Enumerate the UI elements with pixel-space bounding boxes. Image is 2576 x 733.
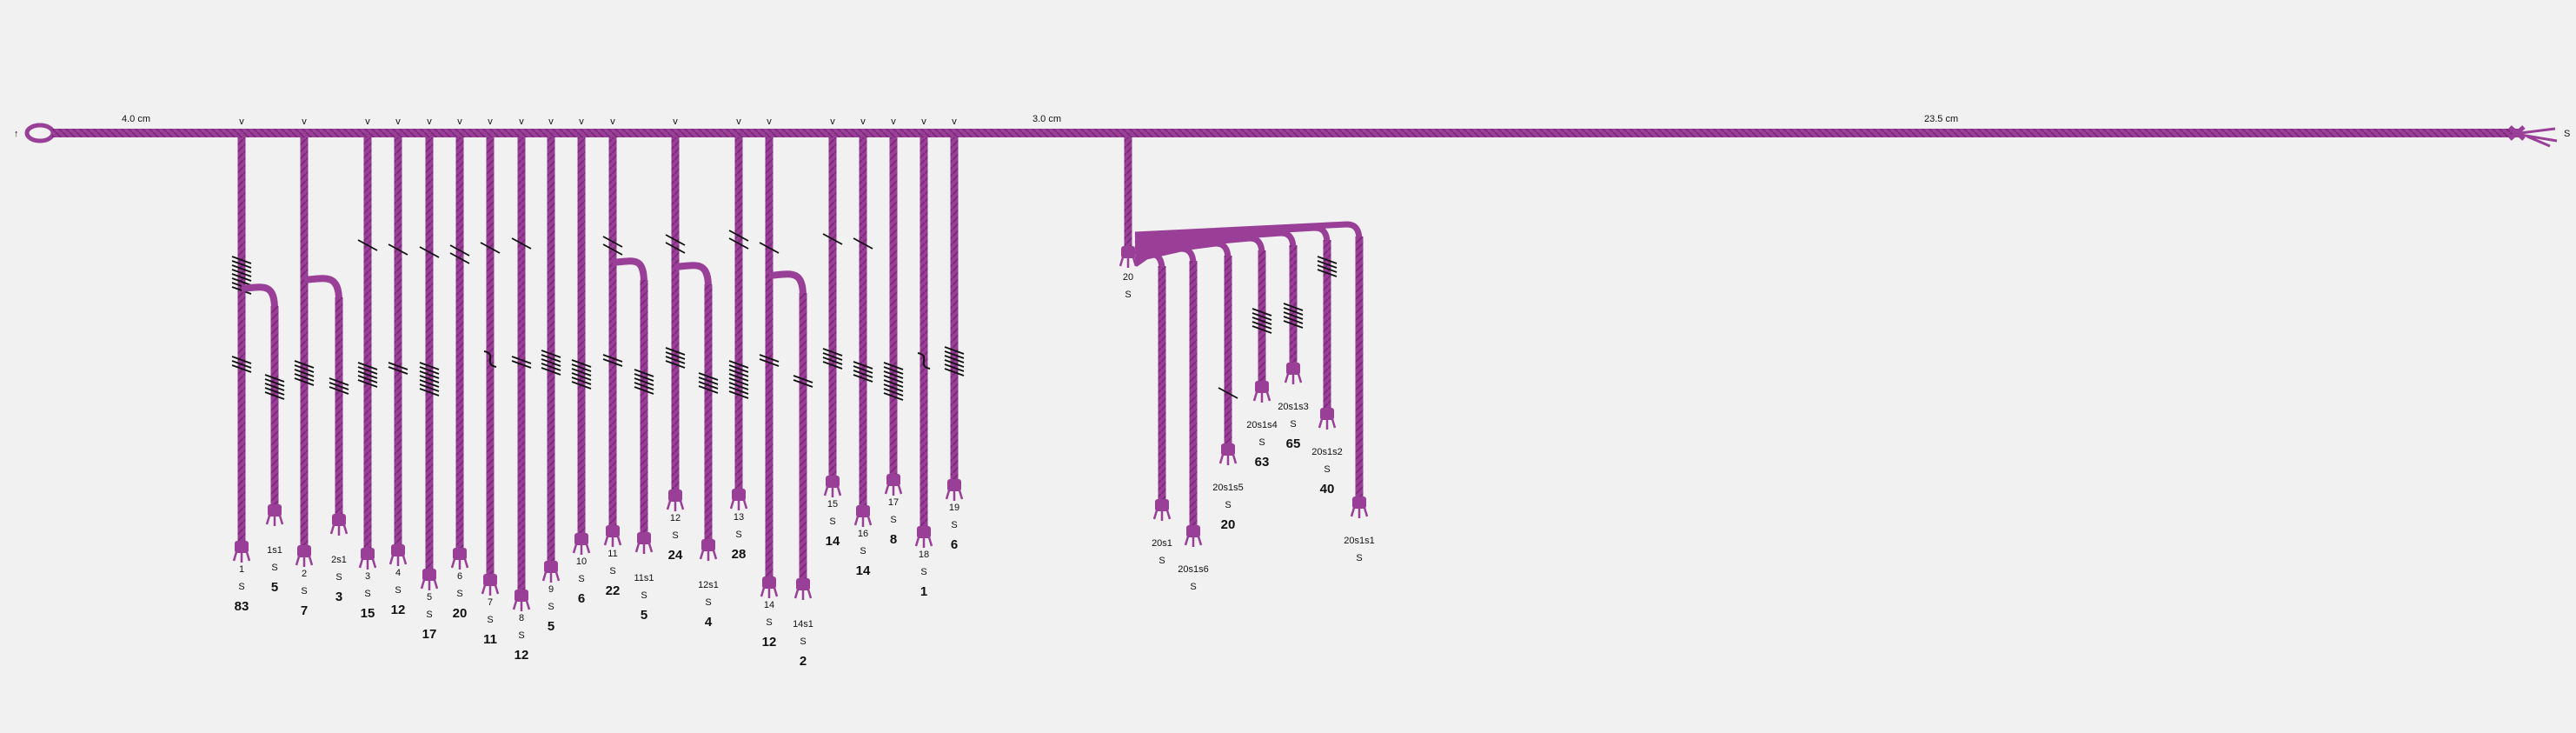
pendant-16 [853,117,873,578]
cord-end-knot [361,548,375,560]
cord-tassel [1254,392,1270,403]
cord-end-knot [1255,381,1269,393]
subsidiary-spin: S [335,572,342,583]
pendant-number: 19 [948,503,960,513]
cord-end-knot [1221,443,1235,456]
attachment-mark: v [952,117,957,127]
subsidiary-number: 14s1 [793,619,813,630]
cord-end-knot [826,476,840,488]
cord-segment [705,284,713,548]
pendant-number: 16 [857,529,869,539]
pendant-number: 7 [487,597,494,608]
pendant-number: 11 [607,549,618,559]
cord-tassel [886,485,901,496]
pendant-spin: S [1125,290,1132,300]
cord-end-knot [701,539,715,551]
pendant-spin: S [735,530,742,540]
main-cord-start-marker: ↑ [14,129,19,139]
pendant-number: 1 [238,564,245,575]
cord-end-knot [947,479,961,491]
pendant-2 [295,117,349,618]
figure-eight-knot [918,353,930,369]
cord-tassel [1220,455,1236,465]
pendant-20 [1120,137,1375,592]
cord-tassel [422,580,437,590]
pendant-number: 2 [301,569,308,579]
pendant-number: 17 [887,497,900,508]
cord-end-knot [762,576,776,589]
pendant-number: 15 [827,499,839,510]
subsidiary-attach [304,278,339,301]
cord-tassel [360,559,375,570]
cord-segment [301,137,309,554]
cord-segment [1159,266,1166,508]
cord-end-knot [332,514,346,526]
subsidiary-value: 20 [1220,517,1236,532]
subsidiary-number: 2s1 [331,555,347,565]
subsidiary-number: 20s1s1 [1344,536,1375,546]
pendant-spin: S [829,516,836,527]
cord-tassel [296,556,312,567]
cord-end-knot [606,525,620,537]
cord-segment [1324,240,1331,416]
cord-end-knot [391,544,405,556]
cord-tassel [543,572,559,583]
pendant-spin: S [364,589,371,599]
cord-segment [1190,261,1198,534]
subsidiary-number: 20s1 [1152,538,1172,549]
pendant-value: 7 [300,603,309,618]
subsidiary-11s1 [613,261,654,623]
pendant-value: 83 [234,599,249,614]
pendant-number: 10 [575,556,588,567]
pendant-value: 1 [920,584,928,599]
subsidiary-spin: S [271,563,278,573]
pendant-spin: S [578,574,585,584]
pendant-spin: S [920,567,927,577]
subsidiary-spin: S [1159,556,1165,566]
pendant-7 [481,117,500,647]
cord-tassel [1154,510,1170,521]
attachment-mark: v [457,117,462,127]
cord-end-knot [268,504,282,516]
pendant-spin: S [487,615,494,625]
cord-tassel [482,585,498,596]
cord-end-knot [917,526,931,538]
cord-end-knot [235,541,249,553]
cord-end-knot [297,545,311,557]
cord-segment [800,293,807,587]
cord-tassel [795,590,811,600]
cord-tassel [390,556,406,566]
cord-segment [578,137,586,542]
attachment-mark: v [579,117,584,127]
attachment-mark: v [860,117,866,127]
cord-end-knot [1155,499,1169,511]
cord-end-knot [1186,525,1200,537]
subsidiary-attach [613,261,644,283]
subsidiary-number: 20s1s2 [1311,447,1343,457]
cord-tassel [700,550,716,561]
subsidiary-spin: S [1324,464,1331,475]
cord-segment [518,137,526,598]
cord-tassel [234,552,249,563]
cord-segment [641,280,648,541]
attachment-mark: v [395,117,401,127]
subsidiary-spin: S [1258,437,1265,448]
subsidiary-spin: S [1190,582,1197,592]
cord-segment [426,137,434,577]
pendant-spin: S [609,566,616,576]
subsidiary-20s1s4 [1135,238,1278,470]
attachment-mark: v [921,117,926,127]
pendant-spin: S [238,582,245,592]
cord-tassel [1120,257,1136,268]
subsidiary-attach [675,265,708,288]
figure-eight-knot [484,351,496,367]
pendant-value: 14 [855,563,871,578]
pendant-spin: S [766,617,773,628]
subsidiary-20s1s1 [1135,224,1375,563]
cord-tassel [916,537,932,548]
cord-end-knot [422,569,436,581]
pendant-11 [603,117,654,623]
pendant-value: 14 [825,534,840,549]
main-cord-loop [27,125,53,141]
cord-segment [271,306,279,513]
subsidiary-value: 40 [1319,482,1335,496]
cord-segment [335,297,343,523]
subsidiary-14s1 [769,274,813,669]
pendant-value: 17 [422,627,437,642]
subsidiary-12s1 [675,265,719,630]
subsidiary-value: 5 [270,580,279,595]
cord-tassel [667,501,683,511]
pendant-value: 15 [360,606,375,621]
pendant-number: 5 [426,592,433,603]
cord-segment [829,137,837,484]
cord-tassel [1285,374,1301,384]
subsidiary-number: 20s1s3 [1278,402,1309,412]
subsidiary-number: 20s1s6 [1178,564,1209,575]
cord-segment [951,137,959,488]
attachment-mark: v [239,117,244,127]
cord-tassel [1185,536,1201,547]
subsidiary-number: 20s1s4 [1246,420,1278,430]
cord-end-knot [544,561,558,573]
pendant-number: 6 [456,571,463,582]
subsidiary-20s1s2 [1135,228,1343,496]
pendant-value: 6 [577,591,586,606]
cord-tassel [574,544,589,555]
cord-segment [1356,237,1364,505]
pendant-8 [512,117,531,663]
subsidiary-value: 3 [335,590,343,604]
pendant-value: 24 [667,548,683,563]
cord-end-knot [796,578,810,590]
pendant-1 [232,117,284,614]
subsidiary-attach [242,287,275,310]
main-cord-end-label: S [2564,129,2571,139]
cord-end-knot [1352,496,1366,509]
subsidiary-value: 63 [1254,455,1270,470]
pendant-spin: S [456,589,463,599]
cord-end-knot [668,490,682,502]
pendant-value: 12 [761,635,777,650]
pendant-5 [420,117,439,642]
attachment-mark: v [767,117,772,127]
pendant-number: 18 [918,550,930,560]
pendant-6 [450,117,469,621]
attachment-mark: v [830,117,835,127]
cord-tassel [731,500,747,510]
pendant-number: 20 [1122,272,1134,283]
subsidiary-20s1s5 [1135,243,1244,532]
pendant-12 [666,117,719,630]
pendant-spin: S [890,515,897,525]
pendant-15 [823,117,842,549]
pendant-spin: S [426,610,433,620]
cord-segment [609,137,617,534]
pendant-19 [945,117,964,552]
pendant-number: 4 [395,568,402,578]
subsidiary-value: 4 [704,615,713,630]
pendant-4 [388,117,408,617]
subsidiary-spin: S [1290,419,1297,430]
cord-end-knot [1320,408,1334,420]
attachment-mark: v [548,117,554,127]
pendant-spin: S [951,520,958,530]
pendant-value: 12 [514,648,529,663]
cord-segment [920,137,928,535]
pendant-value: 12 [390,603,406,617]
cord-end-knot [637,532,651,544]
cord-segment [890,137,898,483]
attachment-mark: v [673,117,678,127]
pendant-number: 12 [669,513,681,523]
subsidiary-number: 11s1 [634,573,654,583]
subsidiary-number: 1s1 [267,545,282,556]
pendant-spin: S [672,530,679,541]
cord-tassel [946,490,962,501]
subsidiary-number: 20s1s5 [1212,483,1244,493]
attachment-mark: v [519,117,524,127]
pendant-value: 5 [547,619,555,634]
cord-end-knot [1286,363,1300,375]
pendant-number: 9 [548,584,554,595]
cord-segment [456,137,464,556]
distance-label-3: 23.5 cm [1924,114,1959,124]
pendant-13 [729,117,748,562]
cord-end-knot [515,590,528,602]
cord-tassel [636,543,652,554]
cord-end-knot [856,505,870,517]
attachment-mark: v [488,117,493,127]
subsidiary-spin: S [800,636,807,647]
distance-label-1: 4.0 cm [122,114,151,124]
pendant-spin: S [301,586,308,596]
subsidiary-spin: S [705,597,712,608]
pendant-spin: S [395,585,402,596]
pendant-number: 14 [763,600,775,610]
cord-tassel [267,516,282,526]
cord-tassel [1351,508,1367,518]
attachment-mark: v [610,117,615,127]
main-cord-body [52,129,2520,137]
subsidiary-number: 12s1 [698,580,719,590]
cord-tassel [825,487,840,497]
subsidiary-value: 2 [799,654,807,669]
pendant-10 [572,117,591,606]
attachment-mark: v [736,117,741,127]
pendant-value: 6 [950,537,959,552]
pendant-value: 11 [483,632,497,647]
pendant-cords [232,117,1375,669]
cord-end-knot [483,574,497,586]
pendant-value: 28 [731,547,747,562]
pendant-number: 13 [733,512,745,523]
cord-tassel [452,559,468,570]
distance-label-2: 3.0 cm [1032,114,1062,124]
pendant-spin: S [860,546,866,556]
pendant-value: 8 [889,532,898,547]
pendant-3 [358,117,377,621]
cord-segment [238,137,246,550]
subsidiary-spin: S [641,590,647,601]
cord-end-knot [886,474,900,486]
pendant-value: 20 [452,606,468,621]
cord-segment [364,137,372,556]
cord-tassel [761,588,777,598]
pendant-18 [916,117,932,599]
main-cord-end-fringe [2520,129,2557,146]
pendant-spin: S [548,602,554,612]
cord-tassel [1319,419,1335,430]
cord-end-knot [1121,246,1135,258]
cord-end-knot [732,489,746,501]
subsidiary-value: 65 [1285,436,1301,451]
subsidiary-spin: S [1356,553,1363,563]
cord-tassel [331,525,347,536]
pendant-number: 3 [364,571,371,582]
cord-segment [672,137,680,498]
cord-segment [735,137,743,497]
cord-segment [395,137,402,553]
cord-segment [1125,137,1132,252]
attachment-mark: v [427,117,432,127]
pendant-9 [541,117,561,634]
attachment-mark: v [302,117,307,127]
cord-tassel [855,516,871,527]
pendant-spin: S [518,630,525,641]
subsidiary-spin: S [1225,500,1232,510]
attachment-mark: v [365,117,370,127]
cord-end-knot [453,548,467,560]
cord-segment [1225,256,1232,452]
cord-segment [860,137,867,514]
pendant-number: 8 [518,613,525,623]
cord-tassel [605,536,621,547]
subsidiary-value: 5 [640,608,648,623]
cord-end-knot [574,533,588,545]
pendant-14 [760,117,813,669]
attachment-mark: v [891,117,896,127]
cord-tassel [514,601,529,611]
subsidiary-attach [769,274,803,297]
pendant-17 [884,117,903,547]
subsidiary-20s1 [1135,254,1172,566]
pendant-value: 22 [605,583,621,598]
